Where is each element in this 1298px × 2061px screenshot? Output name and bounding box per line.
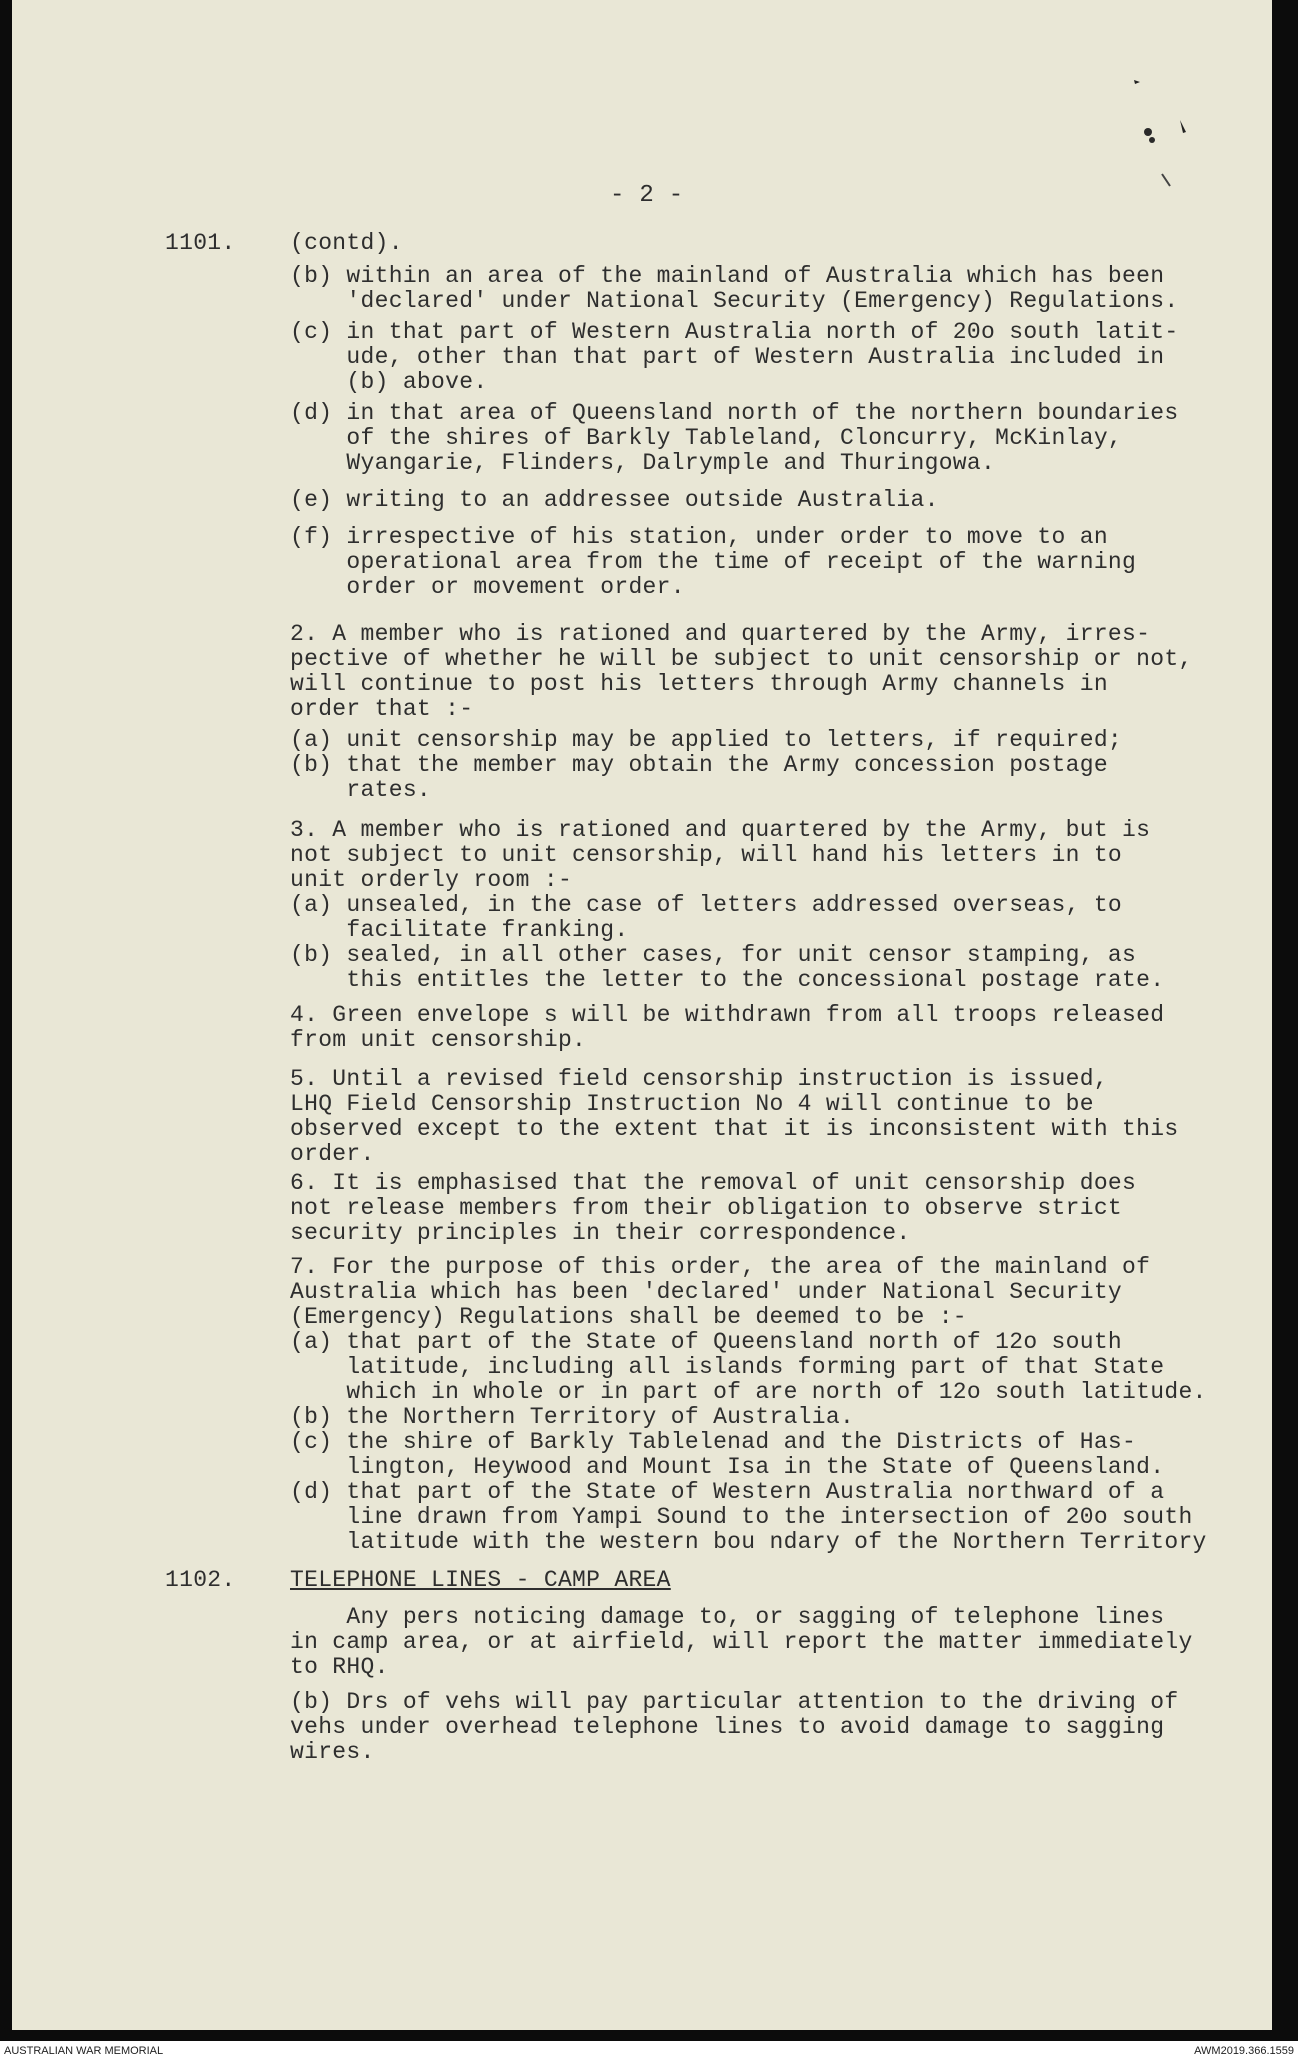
para-2-item-a: (a) unit censorship may be applied to letters, if required; [290, 727, 1123, 753]
para-6: 6. It is emphasised that the removal of unit censorship does not release members from their obligation to observe strict security principles in their correspondence. [290, 1170, 1137, 1246]
items-b-to-f [290, 264, 1270, 600]
document-page [12, 0, 1272, 2030]
para-7-item-d: (d) that part of the State of Western Australia northward of a line drawn from Yampi Sound to the intersection of 20o south latitude with the western bou ndary of the Northern Territory [290, 1479, 1207, 1555]
section-number-1101: 1101. [165, 230, 236, 256]
para-7-item-c: (c) the shire of Barkly Tablelenad and the Districts of Has- lington, Heywood and Mount Isa in the State of Queensland. [290, 1429, 1165, 1480]
section-1102-para-1: Any pers noticing damage to, or sagging of telephone lines in camp area, or at airfield, will report the matter immediately to RHQ. [290, 1604, 1193, 1680]
item-c: (c) in that part of Western Australia north of 20o south latit- ude, other than that part of Western Australia included in (b) above. [290, 319, 1179, 395]
paper-blemishes [1112, 70, 1192, 190]
footer-institution: AUSTRALIAN WAR MEMORIAL [4, 2045, 164, 2057]
item-b: (b) within an area of the mainland of Australia which has been 'declared' under National Security (Emergency) Regulations. [290, 263, 1179, 314]
section-1102-para-2: (b) Drs of vehs will pay particular attention to the driving of vehs under overhead telephone lines to avoid damage to sagging wires. [290, 1689, 1179, 1765]
section-number-1102: 1102. [165, 1567, 236, 1593]
para-3: 3. A member who is rationed and quartered by the Army, but is not subject to unit censorship, will hand his letters in to unit orderly room :- (a) unsealed, in the case of letters addressed overseas, to facilitate franking. (b) sealed, in all other cases, for unit censor stamping, as this entitles the letter to the concessional postage rate. [290, 818, 1270, 993]
para-7-item-b: (b) the Northern Territory of Australia. [290, 1404, 855, 1430]
item-f: (f) irrespective of his station, under order to move to an operational area from the time of receipt of the warning order or movement order. [290, 524, 1137, 600]
para-7-item-a: (a) that part of the State of Queensland north of 12o south latitude, including all islands forming part of that State which in whole or in part of are north of 12o south latitude. [290, 1329, 1207, 1405]
para-5: 5. Until a revised field censorship instruction is issued, LHQ Field Censorship Instruction No 4 will continue to be observed except to the extent that it is inconsistent with this order. [290, 1066, 1179, 1167]
para-3-item-b: (b) sealed, in all other cases, for unit censor stamping, as this entitles the letter to the concessional postage rate. [290, 942, 1165, 993]
section-1101-heading: (contd). [290, 230, 403, 256]
item-d: (d) in that area of Queensland north of the northern boundaries of the shires of Barkly Tableland, Cloncurry, McKinlay, Wyangarie, Flinders, Dalrymple and Thuringowa. [290, 400, 1179, 476]
para-7: 7. For the purpose of this order, the area of the mainland of Australia which has been 'declared' under National Security (Emergency) Regulations shall be deemed to be :- (a) that part of the State of Queensland north of 12o south latitude, including all islands forming part of that State which in whole or in part of are north of 12o south latitude. (b) the Northern Territory of Australia. (c) the shire of Barkly Tablelenad and the Districts of Has- lington, Heywood and Mount Isa in the State of Queensland. (d) that part of the State of Western Australia northward of a line drawn from Yampi Sound to the intersection of 20o south latitude with the western bou ndary of the Northern Territory [290, 1255, 1270, 1555]
item-e: (e) writing to an addressee outside Australia. [290, 487, 939, 513]
section-1102-heading: TELEPHONE LINES - CAMP AREA [290, 1567, 671, 1593]
archive-footer [0, 2041, 1298, 2061]
footer-record-id: AWM2019.366.1559 [1194, 2045, 1294, 2057]
page-number: - 2 - [610, 182, 684, 209]
para-3-item-a: (a) unsealed, in the case of letters addressed overseas, to facilitate franking. [290, 892, 1123, 943]
para-4: 4. Green envelope s will be withdrawn from all troops released from unit censorship. [290, 1002, 1165, 1053]
para-2-item-b: (b) that the member may obtain the Army concession postage rates. [290, 752, 1108, 803]
para-2: 2. A member who is rationed and quartered by the Army, irres- pective of whether he will be subject to unit censorship or not, will continue to post his letters through Army channels in order that :- (a) unit censorship may be applied to letters, if required; (b) that the member may obtain the Army concession postage rates. [290, 622, 1270, 803]
